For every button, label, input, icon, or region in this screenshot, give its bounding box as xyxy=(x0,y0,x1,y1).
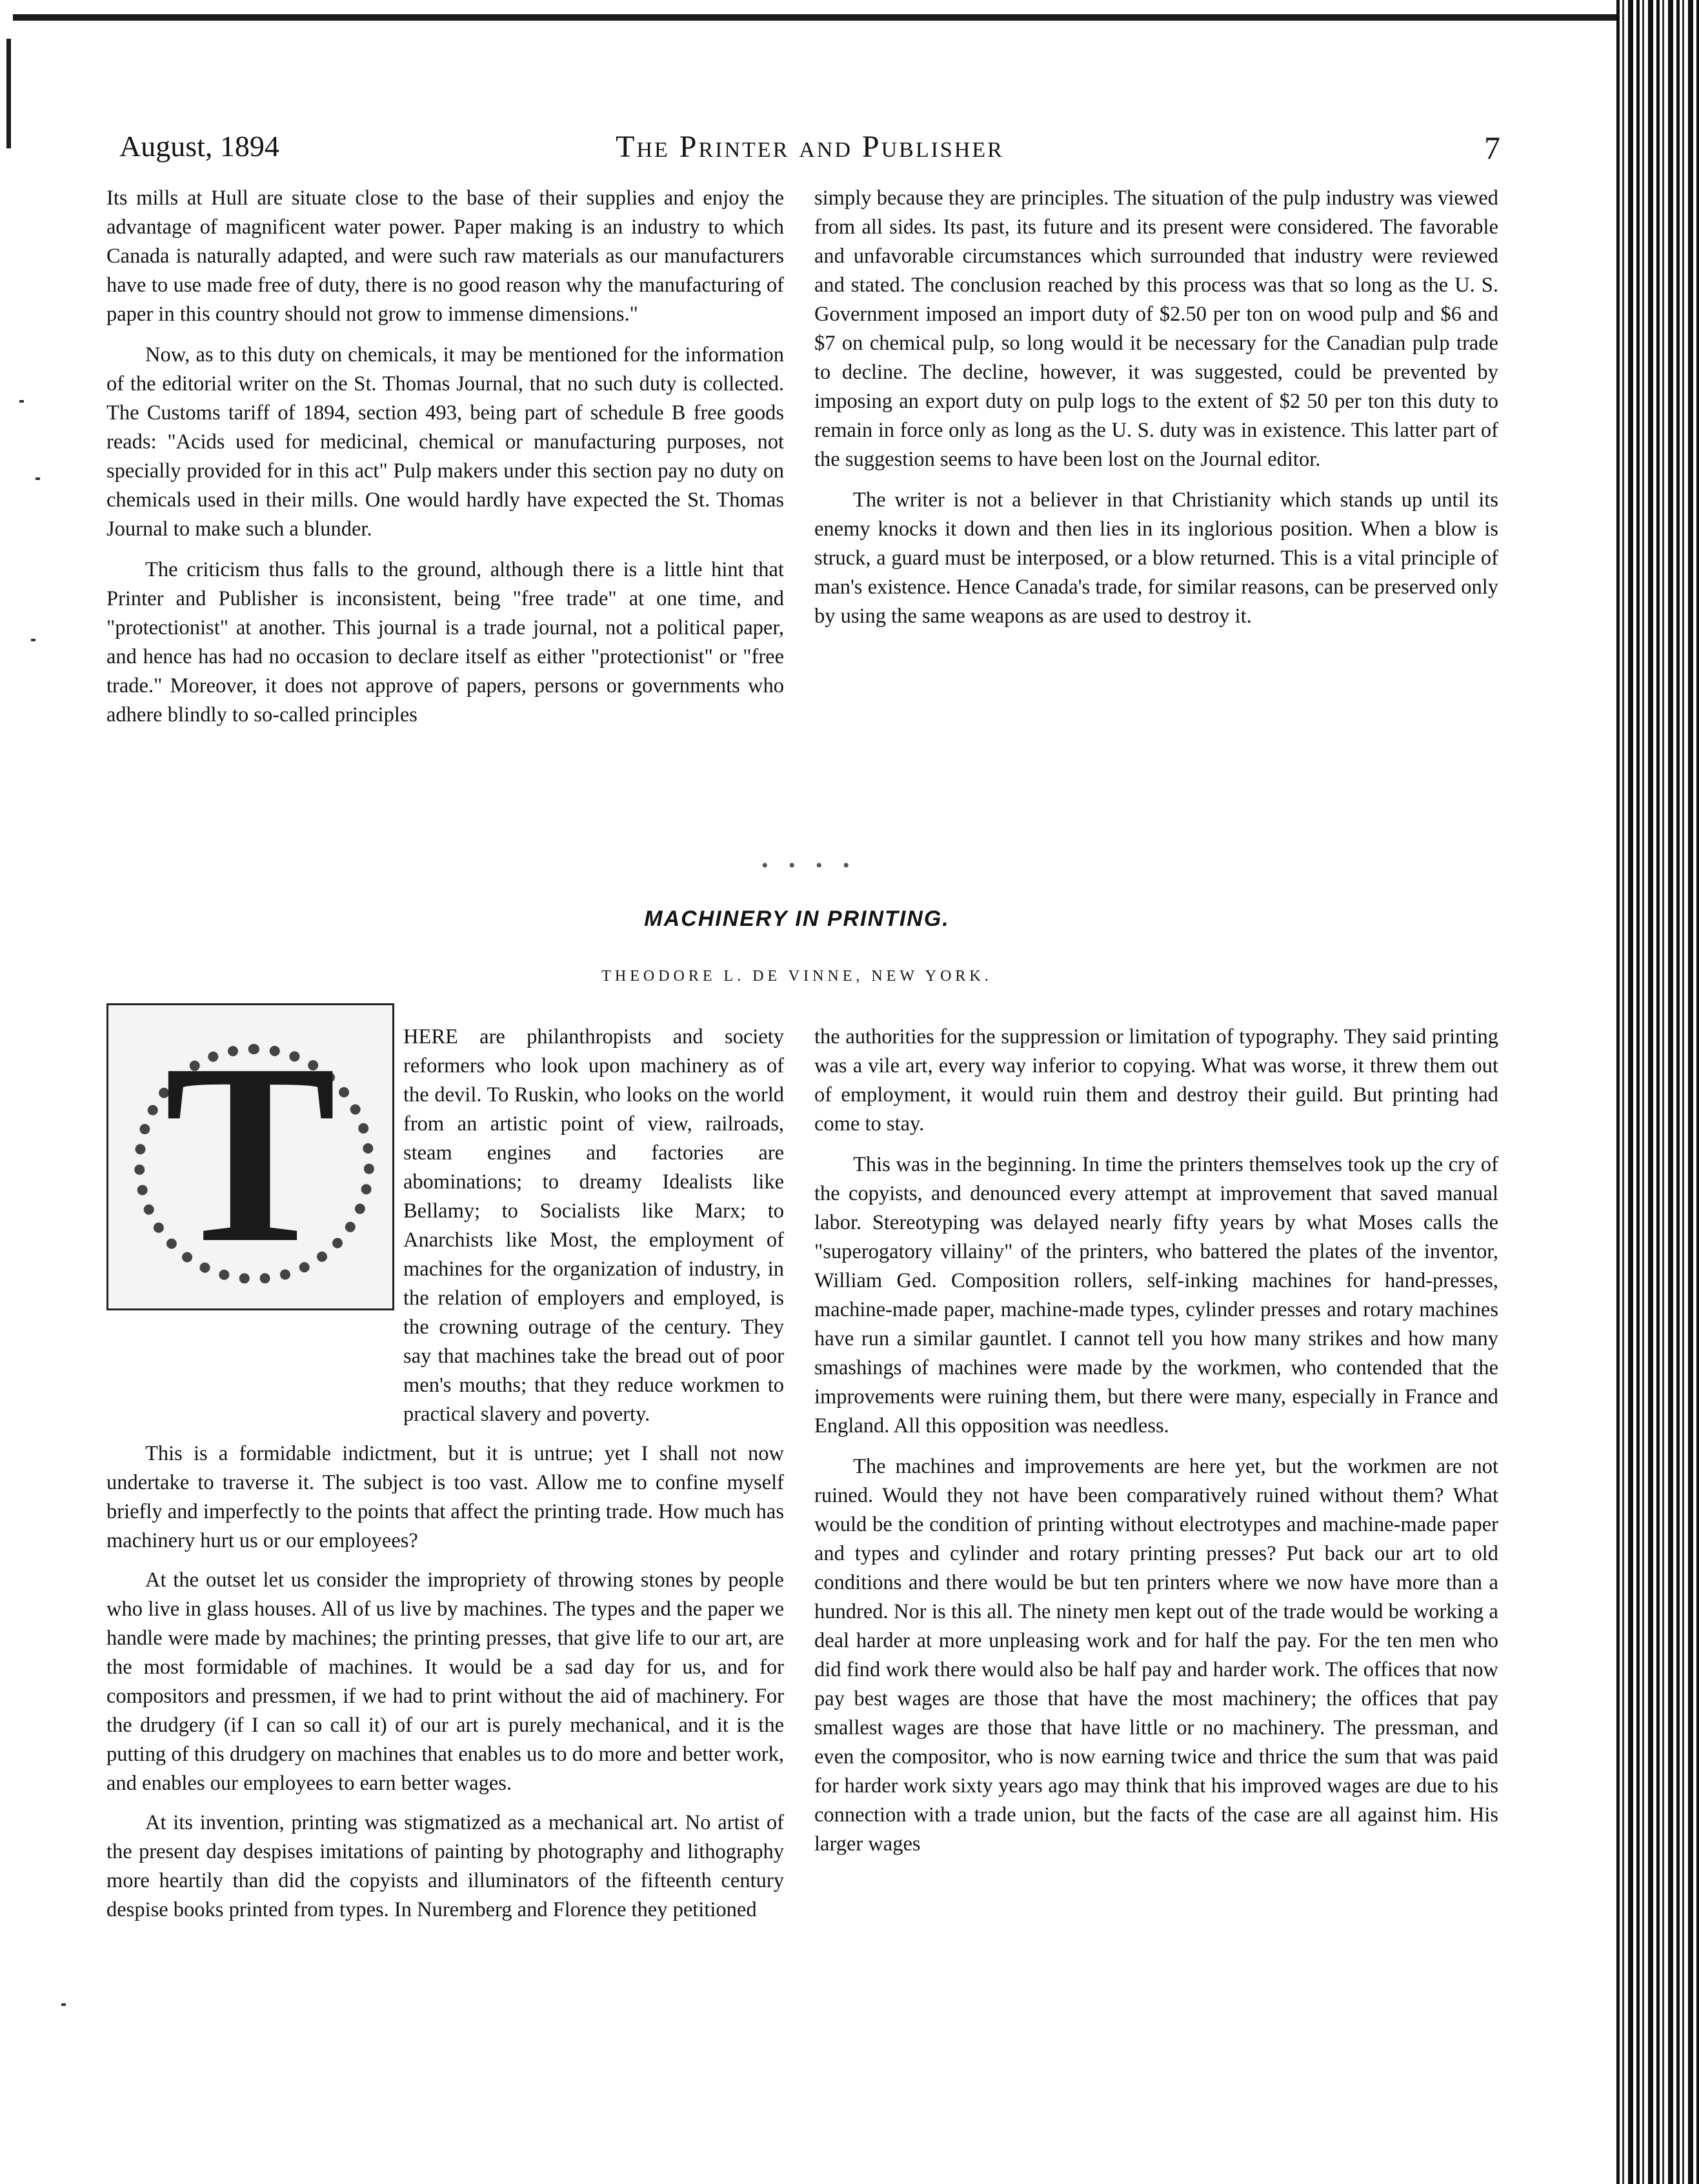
page-number: 7 xyxy=(1484,130,1500,166)
article-byline: THEODORE L. DE VINNE, NEW YORK. xyxy=(601,968,992,985)
paragraph: This is a formidable indictment, but it is untrue; yet I shall not now undertake to traverse it. The subject is too vast. Allow me to confine myself briefly and imperfectly to the points that affect the printing trade. How much has machinery hurt us or our employees? xyxy=(106,1442,784,1552)
scan-speck xyxy=(61,2003,66,2006)
column-bottom-right xyxy=(814,1023,1498,1870)
opening-paragraph: HERE are philanthropists and society reformers who look upon machinery as of the devil. To Ruskin, who looks on the world from an artistic point of view, railroads, steam engines and factories are abominations; to dreamy Idealists like Bellamy; to Socialists like Marx; to Anarchists like Most, the employment of machines for the organization of industry, in the relation of employers and employed, is the crowning outrage of the century. They say that machines take the bread out of poor men's mouths; that they reduce workmen to practical slavery and poverty. xyxy=(403,1025,784,1426)
top-rule xyxy=(13,14,1626,21)
article-title: MACHINERY IN PRINTING. xyxy=(644,907,950,931)
scan-speck xyxy=(19,400,24,403)
left-margin-mark xyxy=(6,39,11,148)
paragraph: Its mills at Hull are situate close to the base of their supplies and enjoy the advantage of magnificent water power. Paper making is an industry to which Canada is naturally adapted, and were such raw materials as our manufacturers have to use made free of duty, there is no good reason why the manufacturing of paper in this country should not grow to immense dimensions." xyxy=(106,186,784,326)
column-top-left xyxy=(106,184,784,741)
drop-cap-letter: T xyxy=(164,1010,337,1296)
scan-speck xyxy=(31,639,35,641)
paragraph: Now, as to this duty on chemicals, it may be mentioned for the information of the editorial writer on the St. Thomas Journal, that no such duty is collected. The Customs tariff of 1894, section 493, being part of schedule B free goods reads: "Acids used for medicinal, chemical or manufacturing purposes, not specially provided for in this act" Pulp makers under this section pay no duty on chemicals used in their mills. One would hardly have expected the St. Thomas Journal to make such a blunder. xyxy=(106,343,784,541)
paragraph: The writer is not a believer in that Christianity which stands up until its enemy knocks it down and then lies in its inglorious position. When a blow is struck, a guard must be interposed, or a blow returned. This is a vital principle of man's existence. Hence Canada's trade, for similar reasons, can be preserved only by using the same weapons as are used to destroy it. xyxy=(814,488,1498,628)
paragraph: At its invention, printing was stigmatized as a mechanical art. No artist of the present day despises imitations of painting by photography and lithography more heartily than did the copyists and illuminators of the fifteenth century despise books printed from types. In Nuremberg and Florence they petitioned xyxy=(106,1811,784,1921)
header-title: The Printer and Publisher xyxy=(616,130,1004,164)
paragraph: simply because they are principles. The situation of the pulp industry was viewed from all sides. Its past, its future and its present were considered. The favorable and unfavorable circumstances which surrounded that industry were reviewed and stated. The conclusion reached by this process was that so long as the U. S. Government imposed an import duty of $2.50 per ton on wood pulp and $6 and $7 on chemical pulp, so long would it be necessary for the Canadian pulp trade to decline. The decline, however, it was suggested, could be prevented by imposing an export duty on pulp logs to the extent of $2 50 per ton this duty to remain in force only as long as the U. S. duty was in existence. This latter part of the suggestion seems to have been lost on the Journal editor. xyxy=(814,186,1498,471)
paragraph: The criticism thus falls to the ground, although there is a little hint that Printer and Publisher is inconsistent, being "free trade" at one time, and "protectionist" at another. This journal is a trade journal, not a political paper, and hence has had no occasion to declare itself as either "protectionist" or "free trade." Moreover, it does not approve of papers, persons or governments who adhere blindly to so-called principles xyxy=(106,558,784,726)
column-top-right xyxy=(814,184,1498,643)
running-header xyxy=(119,129,1500,168)
paragraph: The machines and improvements are here yet, but the workmen are not ruined. Would they not have been comparatively ruined without them? What would be the condition of printing without electrotypes and machine-made paper and types and cylinder and rotary printing presses? Put back our art to old conditions and there would be but ten printers where we now have more than a hundred. Nor is this all. The ninety men kept out of the trade would be working a deal harder at more unpleasing work and for half the pay. For the ten men who did find work there would also be half pay and harder work. The offices that now pay best wages are those that have the most machinery; the offices that pay smallest wages are those that have little or no machinery. The pressman, and even the compositor, who is now earning twice and thrice the sum that was paid for harder work sixty years ago may think that his improved wages are due to his connection with a trade union, but the facts of the case are all against him. His larger wages xyxy=(814,1455,1498,1856)
header-date: August, 1894 xyxy=(119,130,279,163)
paragraph: This was in the beginning. In time the printers themselves took up the cry of the copyists, and denounced every attempt at improvement that saved manual labor. Stereotyping was delayed nearly fifty years by what Moses calls the "superogatory villainy" of the printers, who battered the plates of the inventor, William Ged. Composition rollers, self-inking machines for hand-presses, machine-made paper, machine-made types, cylinder presses and rotary machines have run a similar gauntlet. I cannot tell you how many strikes and how many smashings of machines were made by the workmen, who contended that the improvements were ruining them, but there were many, especially in France and England. All this opposition was needless. xyxy=(814,1153,1498,1438)
section-ornament: • • • • xyxy=(761,855,858,876)
paragraph xyxy=(106,1023,784,1429)
paragraph: At the outset let us consider the impropriety of throwing stones by people who live in glass houses. All of us live by machines. The types and the paper we handle were made by machines; the printing presses, that give life to our art, are the most formidable of machines. It would be a sad day for us, and for compositors and pressmen, if we had to print without the aid of machinery. For the drudgery (if I can so call it) of our art is purely mechanical, and it is the putting of this drudgery on machines that enables us to do more and better work, and enables our employees to earn better wages. xyxy=(106,1568,784,1795)
scan-speck xyxy=(35,477,40,480)
scan-binding-edge xyxy=(1616,0,1699,2184)
paragraph: the authorities for the suppression or limitation of typography. They said printing was a vile art, every way inferior to copying. What was worse, it threw them out of employment, it would ruin them and destroy their guild. But printing had come to stay. xyxy=(814,1025,1498,1136)
column-bottom-left xyxy=(106,1023,784,1935)
